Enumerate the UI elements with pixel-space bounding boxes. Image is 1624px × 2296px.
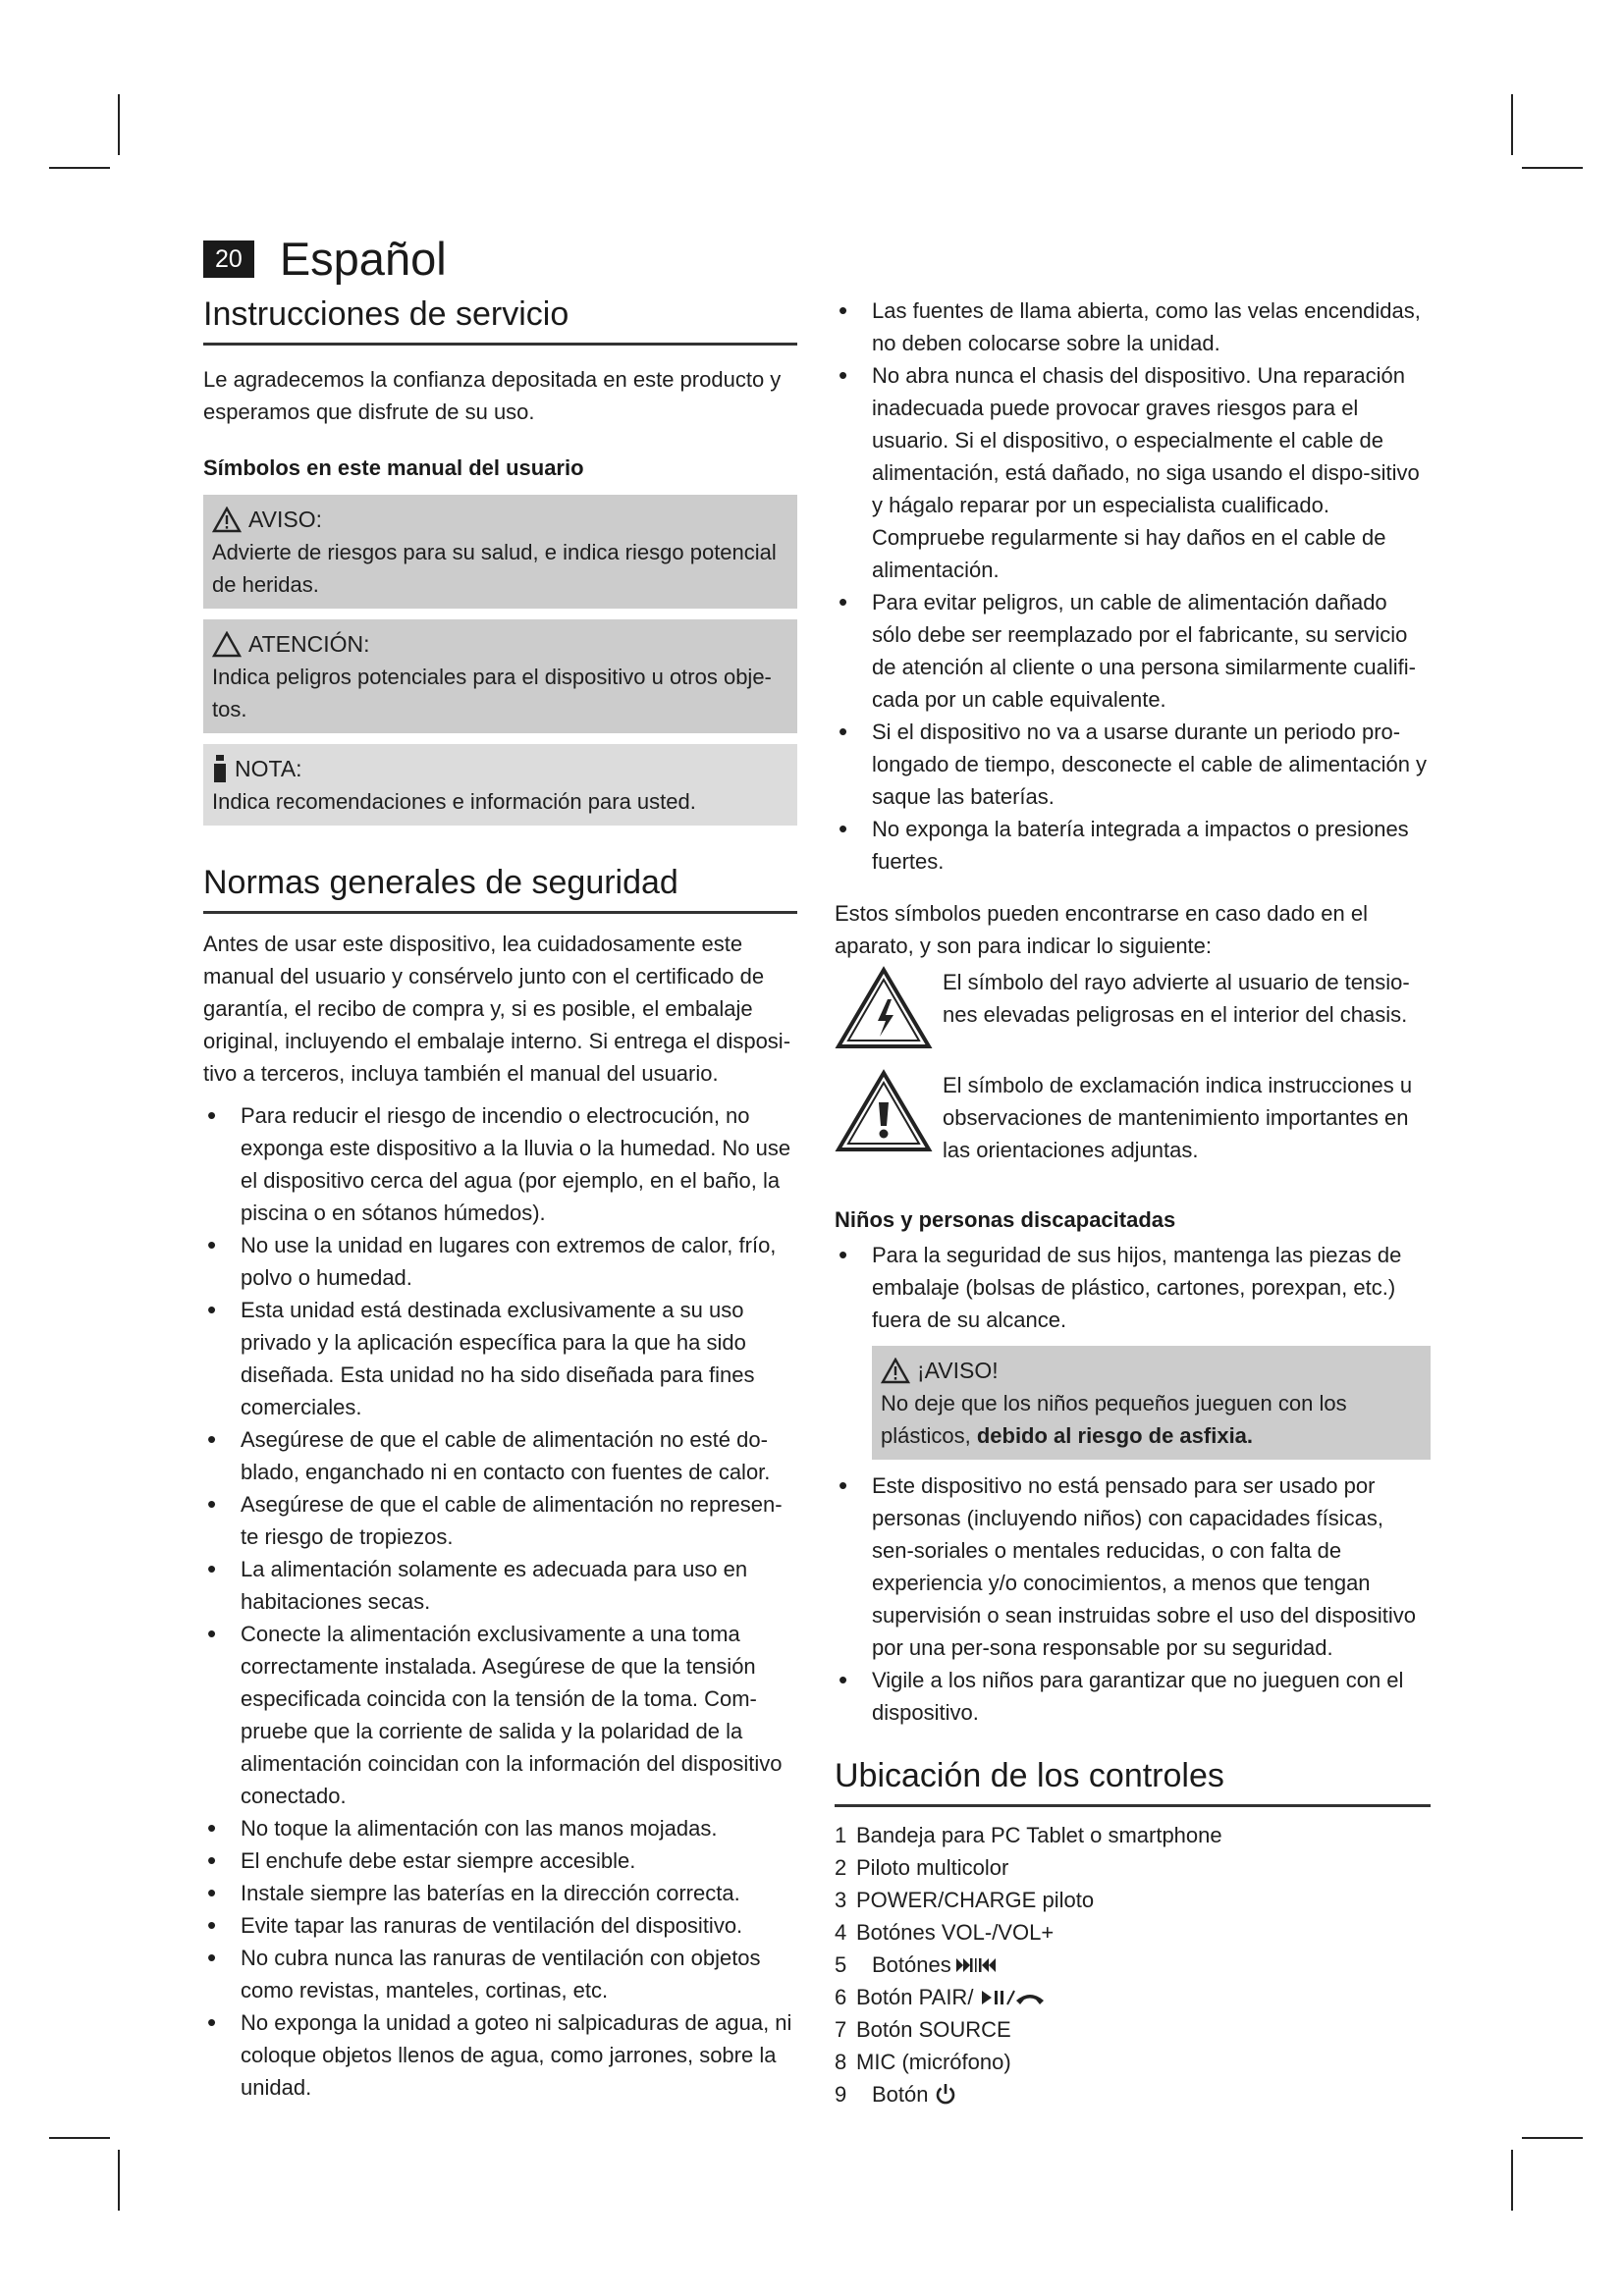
list-item: 9 Botón (835, 2078, 1431, 2110)
ninos-aviso-box (872, 1346, 1431, 1460)
power-icon (935, 2083, 956, 2105)
list-item: 3 POWER/CHARGE piloto (835, 1887, 1095, 1912)
list-item: • No exponga la batería integrada a impactos o presiones fuertes. (835, 813, 1431, 878)
exclamation-warning-icon (835, 1069, 933, 1153)
list-item: • Este dispositivo no está pensado para ser usado por personas (incluyendo niños) con capacidades físicas, sen-soriales o mentales reducidas, o con falta de experiencia y/o conocimientos, a menos que tengan supervisión o sean instruidas sobre el uso del dispositivo por una per-sona responsable por su seguridad. (835, 1469, 1431, 1664)
list-item: • El enchufe debe estar siempre accesible. (203, 1844, 797, 1877)
list-item: • Evite tapar las ranuras de ventilación del dispositivo. (203, 1909, 797, 1942)
language-title: Español (279, 233, 447, 285)
right-column (835, 294, 1431, 2110)
skip-forward-backward-icon (955, 1956, 997, 1974)
warning-triangle-icon (881, 1358, 910, 1384)
warning-triangle-icon (212, 507, 242, 533)
ninos-aviso-body (881, 1387, 1422, 1452)
list-item: • Instale siempre las baterías en la dirección correcta. (203, 1877, 797, 1909)
lightning-symbol-text: El símbolo del rayo advierte al usuario de tensio-nes elevadas peligrosas en el interior del chasis. (943, 970, 1410, 1027)
symbols-intro: Estos símbolos pueden encontrarse en caso dado en el aparato, y son para indicar lo siguiente: (835, 901, 1369, 958)
list-item: 8 MIC (micrófono) (835, 2049, 1011, 2074)
crop-mark (1522, 167, 1583, 169)
list-item: 5 Botónes (835, 1949, 1431, 1981)
crop-mark (49, 167, 110, 169)
exclamation-symbol-text: El símbolo de exclamación indica instrucciones u observaciones de mantenimiento importantes en las orientaciones adjuntas. (943, 1073, 1413, 1162)
nota-text: Indica recomendaciones e información para usted. (212, 788, 696, 814)
crop-mark (1511, 2150, 1513, 2211)
list-item: 7 Botón SOURCE (835, 2016, 1011, 2042)
list-item: • Para evitar peligros, un cable de alimentación dañado sólo debe ser reemplazado por el fabricante, su servicio de atención al cliente o una persona similarmente cualifi-cada por un cable equivalente. (835, 586, 1431, 716)
list-item: • Conecte la alimentación exclusivamente a una toma correctamente instalada. Asegúrese de que la tensión especificada coincida con la tensión de la toma. Com-pruebe que la corriente de salida y la polaridad de la alimentación coincidan con la información del dispositivo conectado. (203, 1618, 797, 1812)
controles-heading: Ubicación de los controles (835, 1756, 1431, 1807)
nota-title: NOTA: (235, 755, 302, 781)
list-item: • Para la seguridad de sus hijos, mantenga las piezas de embalaje (bolsas de plástico, cartones, porexpan, etc.) fuera de su alcance. (835, 1239, 1431, 1336)
ninos-list-continued (835, 1469, 1431, 1729)
list-item: • Para reducir el riesgo de incendio o electrocución, no exponga este dispositivo a la lluvia o la humedad. No use el dispositivo cerca del agua (por ejemplo, en el baño, la piscina o en sótanos húmedos). (203, 1099, 797, 1229)
list-item: 4 Botónes VOL-/VOL+ (835, 1919, 1055, 1945)
list-item: • Asegúrese de que el cable de alimentación no represen-te riesgo de tropiezos. (203, 1488, 797, 1553)
list-item: • La alimentación solamente es adecuada para uso en habitaciones secas. (203, 1553, 797, 1618)
safety-list (203, 1099, 797, 2104)
list-item: • No abra nunca el chasis del dispositivo. Una reparación inadecuada puede provocar graves riesgos para el usuario. Si el dispositivo, o especialmente el cable de alimentación, está dañado, no siga usando el dispo-sitivo y hágalo reparar por un especialista cualificado. Compruebe regularmente si hay daños en el cable de alimentación. (835, 359, 1431, 586)
crop-mark (49, 2137, 110, 2139)
atencion-title: ATENCIÓN: (248, 630, 370, 657)
caution-triangle-icon (212, 631, 242, 658)
ninos-aviso-bold: debido al riesgo de asfixia. (976, 1423, 1254, 1448)
list-item: • No use la unidad en lugares con extremos de calor, frío, polvo o humedad. (203, 1229, 797, 1294)
symbols-heading: Símbolos en este manual del usuario (203, 454, 584, 480)
crop-mark (1522, 2137, 1583, 2139)
list-item: 2 Piloto multicolor (835, 1854, 1009, 1880)
aviso-title: AVISO: (248, 506, 322, 532)
lightning-warning-icon (835, 966, 933, 1050)
page-number: 20 (203, 240, 254, 278)
left-column (203, 294, 797, 2104)
aviso-text: Advierte de riesgos para su salud, e indica riesgo potencial de heridas. (212, 539, 777, 597)
list-item: • No toque la alimentación con las manos mojadas. (203, 1812, 797, 1844)
intro-text: Le agradecemos la confianza depositada en este producto y esperamos que disfrute de su uso. (203, 366, 782, 424)
info-icon (212, 755, 228, 782)
atencion-text: Indica peligros potenciales para el dispositivo u otros obje-tos. (212, 664, 772, 721)
instrucciones-heading: Instrucciones de servicio (203, 294, 797, 346)
aviso-box (203, 495, 797, 609)
normas-intro: Antes de usar este dispositivo, lea cuidadosamente este manual del usuario y consérvelo junto con el certificado de garantía, el recibo de compra y, si es posible, el embalaje original, incluyendo el embalaje interno. Si entrega el disposi-tivo a terceros, incluya también el manual del usuario. (203, 931, 791, 1086)
crop-mark (118, 2150, 120, 2211)
ninos-list (835, 1239, 1431, 1336)
page-header (203, 232, 447, 286)
list-item: • Asegúrese de que el cable de alimentación no esté do-blado, enganchado ni en contacto con fuentes de calor. (203, 1423, 797, 1488)
atencion-box (203, 619, 797, 733)
ninos-aviso-text: No deje que los niños pequeños jueguen con los plásticos, (881, 1391, 1347, 1448)
list-item: • Si el dispositivo no va a usarse durante un periodo pro-longado de tiempo, desconecte el cable de alimentación y saque las baterías. (835, 716, 1431, 813)
list-item: 1 Bandeja para PC Tablet o smartphone (835, 1822, 1222, 1847)
crop-mark (118, 94, 120, 155)
list-item: • No exponga la unidad a goteo ni salpicaduras de agua, ni coloque objetos llenos de agua, como jarrones, sobre la unidad. (203, 2006, 797, 2104)
controls-list (835, 1819, 1431, 2110)
list-item: • Esta unidad está destinada exclusivamente a su uso privado y la aplicación específica para la que ha sido diseñada. Esta unidad no ha sido diseñada para fines comerciales. (203, 1294, 797, 1423)
safety-list-continued (835, 294, 1431, 878)
crop-mark (1511, 94, 1513, 155)
ninos-heading: Niños y personas discapacitadas (835, 1207, 1176, 1232)
normas-heading: Normas generales de seguridad (203, 863, 797, 914)
ninos-aviso-title: ¡AVISO! (917, 1358, 999, 1383)
list-item: • Las fuentes de llama abierta, como las velas encendidas, no deben colocarse sobre la unidad. (835, 294, 1431, 359)
list-item: • Vigile a los niños para garantizar que no jueguen con el dispositivo. (835, 1664, 1431, 1729)
exclamation-symbol-row (835, 1069, 1431, 1166)
list-item: • No cubra nunca las ranuras de ventilación con objetos como revistas, manteles, cortinas, etc. (203, 1942, 797, 2006)
list-item: 6 Botón PAIR/ (835, 1981, 1431, 2013)
nota-box (203, 744, 797, 826)
lightning-symbol-row (835, 966, 1431, 1055)
play-pause-phone-icon (979, 1989, 1048, 2006)
